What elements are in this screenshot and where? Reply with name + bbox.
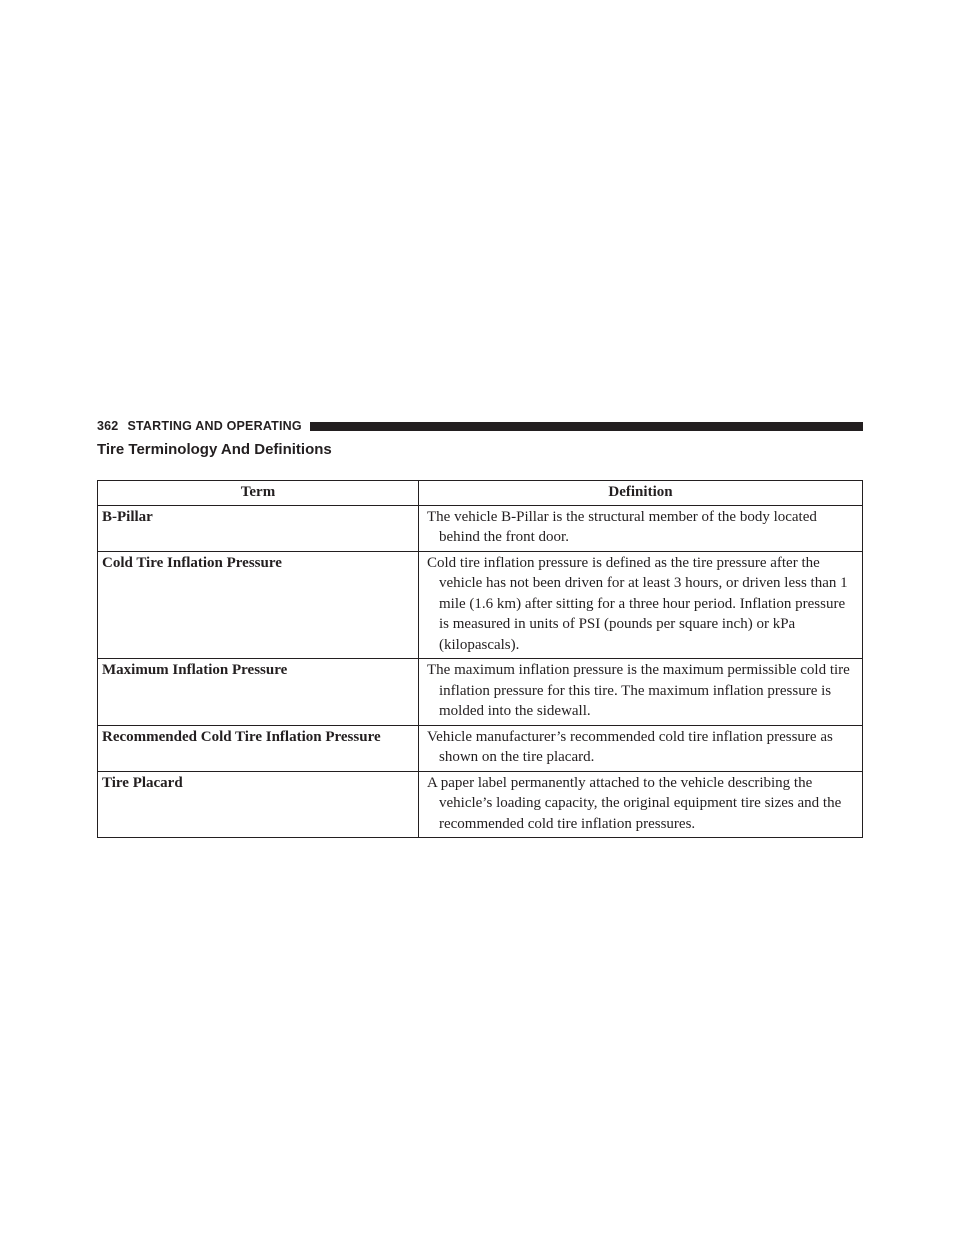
term-cell: Recommended Cold Tire Inflation Pressure [98, 725, 419, 771]
column-header-term: Term [98, 481, 419, 506]
definition-cell [419, 505, 863, 551]
term-cell: B-Pillar [98, 505, 419, 551]
definitions-table [97, 480, 863, 838]
header-rule [310, 422, 863, 431]
term-cell: Tire Placard [98, 771, 419, 838]
table-row [98, 505, 863, 551]
definition-cell [419, 771, 863, 838]
definition-text: A paper label permanently attached to the vehicle describing the vehicle’s loading capacity, the original equipment tire sizes and the recommended cold tire inflation pressures. [427, 774, 842, 832]
definition-text: The maximum inflation pressure is the maximum permissible cold tire inflation pressure for this tire. The maximum inflation pressure is molded into the sidewall. [427, 662, 850, 719]
page-number: 362 [97, 419, 119, 433]
definition-cell [419, 551, 863, 659]
table-row [98, 725, 863, 771]
page-header [97, 419, 863, 433]
column-header-definition: Definition [419, 481, 863, 506]
term-cell: Cold Tire Inflation Pressure [98, 551, 419, 659]
table-row [98, 551, 863, 659]
table-row [98, 659, 863, 726]
table-row [98, 771, 863, 838]
table-header-row [98, 481, 863, 506]
section-name: STARTING AND OPERATING [127, 419, 302, 433]
section-title: Tire Terminology And Definitions [97, 441, 332, 458]
definition-text: Vehicle manufacturer’s recommended cold tire inflation pressure as shown on the tire placard. [427, 728, 833, 765]
term-cell: Maximum Inflation Pressure [98, 659, 419, 726]
definition-text: The vehicle B-Pillar is the structural member of the body located behind the front door. [427, 508, 817, 545]
definition-cell [419, 725, 863, 771]
definition-cell [419, 659, 863, 726]
definition-text: Cold tire inflation pressure is defined as the tire pressure after the vehicle has not been driven for at least 3 hours, or driven less than 1 mile (1.6 km) after sitting for a three hour period. Inflation pressure is measured in units of PSI (pounds per square inch) or kPa (kilopascals). [427, 554, 848, 653]
